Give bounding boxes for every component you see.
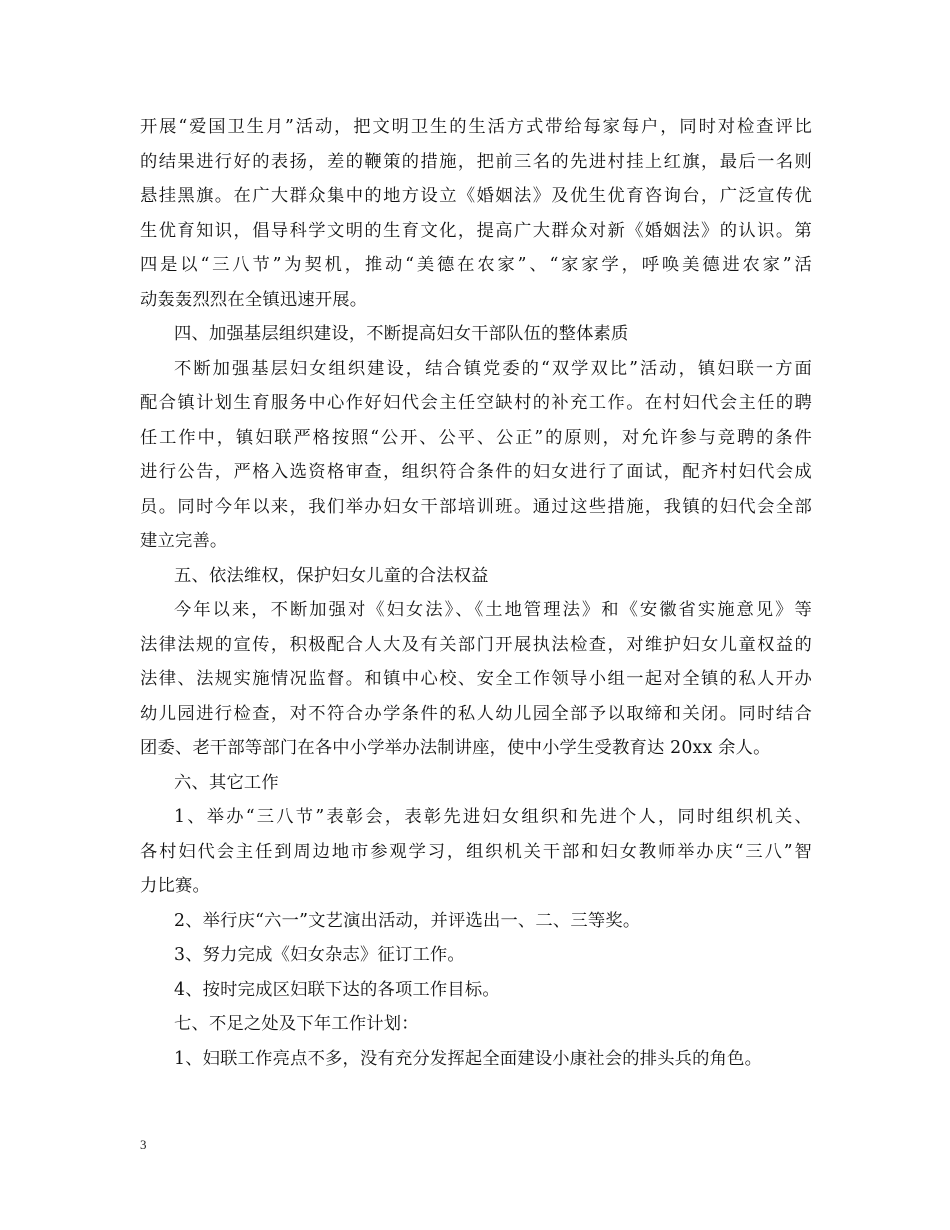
text-line: 的结果进行好的表扬，差的鞭策的措施，把前三名的先进村挂上红旗，最后一名则	[140, 151, 812, 172]
text-line: 七、不足之处及下年工作计划：	[174, 1014, 419, 1034]
text-line: 四是以“三八节”为契机，推动“美德在农家”、“家家学，呼唤美德进农家”活	[140, 255, 812, 275]
text-line: 五、依法维权，保护妇女儿童的合法权益	[174, 565, 489, 586]
text-line: 1、妇联工作亮点不多，没有充分发挥起全面建设小康社会的排头兵的角色。	[174, 1048, 763, 1069]
text-line: 各村妇代会主任到周边地市参观学习，组织机关干部和妇女教师举办庆“三八”智	[140, 841, 812, 862]
text-line: 力比赛。	[140, 876, 210, 896]
text-line: 建立完善。	[140, 531, 228, 551]
text-line: 法律法规的宣传，积极配合人大及有关部门开展执法检查，对维护妇女儿童权益的	[140, 634, 812, 655]
text-line: 开展“爱国卫生月”活动，把文明卫生的生活方式带给每家每户，同时对检查评比	[140, 117, 812, 137]
text-line: 今年以来，不断加强对《妇女法》、《土地管理法》和《安徽省实施意见》等	[174, 600, 812, 620]
text-line: 1、举办“三八节”表彰会，表彰先进妇女组织和先进个人，同时组织机关、	[174, 807, 812, 827]
text-line: 六、其它工作	[174, 772, 279, 793]
text-line: 3、努力完成《妇女杂志》征订工作。	[174, 945, 465, 965]
text-line: 2、举行庆“六一”文艺演出活动，并评选出一、二、三等奖。	[174, 910, 641, 931]
text-line: 4、按时完成区妇联下达的各项工作目标。	[174, 979, 500, 1000]
text-line: 员。同时今年以来，我们举办妇女干部培训班。通过这些措施，我镇的妇代会全部	[140, 496, 812, 517]
text-line: 幼儿园进行检查，对不符合办学条件的私人幼儿园全部予以取缔和关闭。同时结合	[140, 703, 812, 724]
text-line: 配合镇计划生育服务中心作好妇代会主任空缺村的补充工作。在村妇代会主任的聘	[140, 393, 812, 413]
text-line: 动轰轰烈烈在全镇迅速开展。	[140, 289, 368, 310]
text-line: 不断加强基层妇女组织建设，结合镇党委的“双学双比”活动，镇妇联一方面	[174, 358, 812, 379]
text-line: 悬挂黑旗。在广大群众集中的地方设立《婚姻法》及优生优育咨询台，广泛宣传优	[140, 186, 812, 206]
text-line: 法律、法规实施情况监督。和镇中心校、安全工作领导小组一起对全镇的私人开办	[140, 669, 812, 689]
text-line: 任工作中，镇妇联严格按照“公开、公平、公正”的原则，对允许参与竞聘的条件	[140, 427, 812, 448]
text-line: 生优育知识，倡导科学文明的生育文化，提高广大群众对新《婚姻法》的认识。第	[140, 220, 812, 241]
document-page	[140, 110, 812, 1076]
page-number: 3	[140, 1137, 147, 1152]
text-line: 四、加强基层组织建设，不断提高妇女干部队伍的整体素质	[174, 324, 629, 344]
text-line: 团委、老干部等部门在各中小学举办法制讲座，使中小学生受教育达 20xx 余人。	[140, 738, 771, 758]
text-line: 进行公告，严格入选资格审查，组织符合条件的妇女进行了面试，配齐村妇代会成	[140, 462, 812, 482]
